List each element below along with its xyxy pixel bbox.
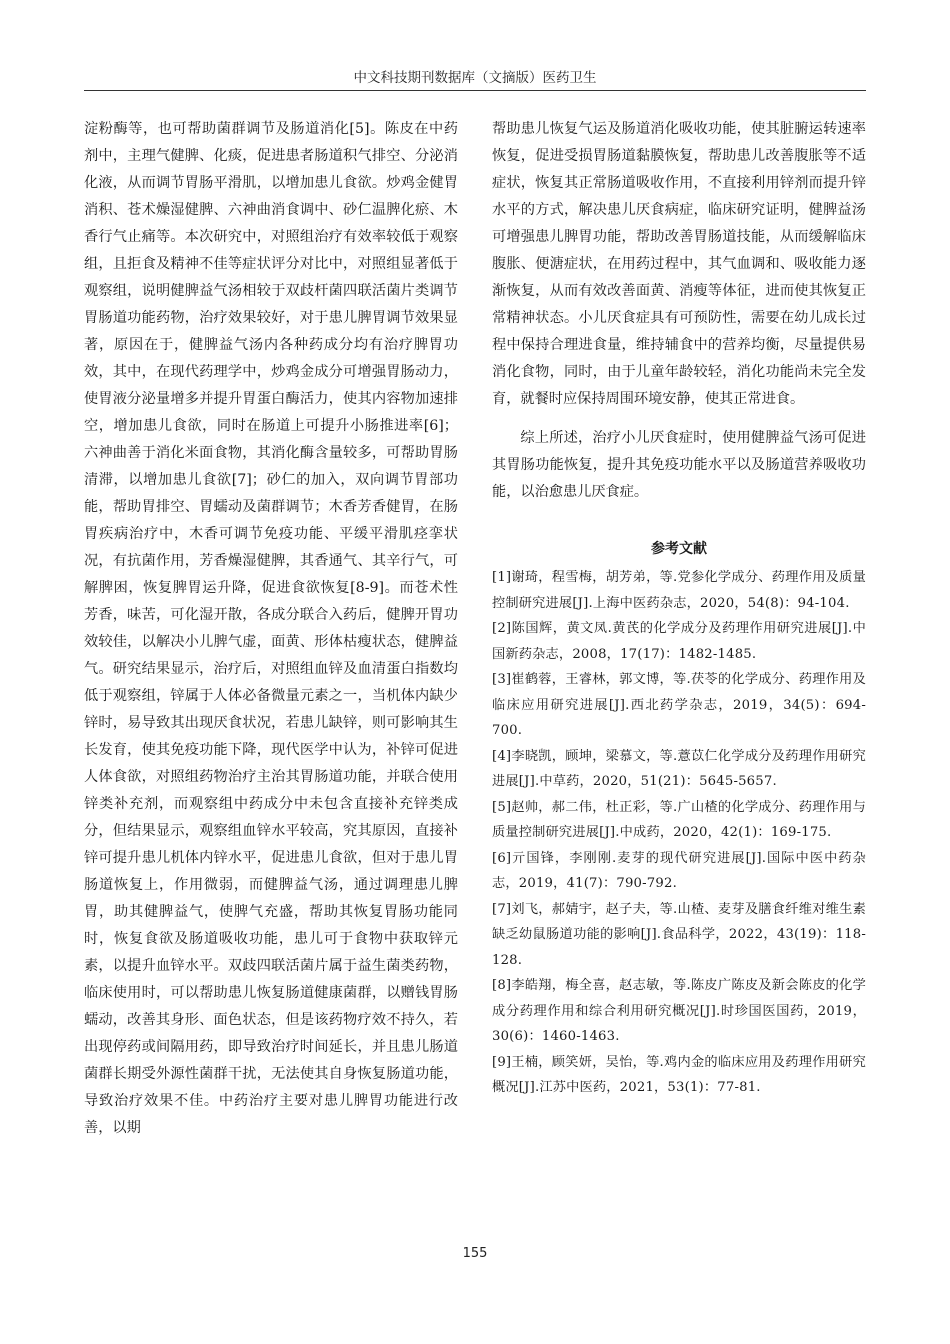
right-column	[492, 116, 866, 1101]
reference-item: [5]赵帅，郝二伟，杜正彩，等.广山楂的化学成分、药理作用与质量控制研究进展[J].中成药，2020，42(1)：169-175.	[492, 799, 866, 840]
reference-item: [4]李晓凯，顾坤，梁慕文，等.薏苡仁化学成分及药理作用研究进展[J].中草药，2020，51(21)：5645-5657.	[492, 748, 866, 789]
page-number: 155	[462, 1246, 488, 1261]
left-column	[84, 116, 458, 1142]
reference-item: [6]亓国锋，李刚刚.麦芽的现代研究进展[J].国际中医中药杂志，2019，41(7)：790-792.	[492, 850, 866, 891]
references-heading: 参考文献	[651, 541, 707, 557]
body-paragraph: 淀粉酶等，也可帮助菌群调节及肠道消化[5]。陈皮在中药剂中，主理气健脾、化痰，促进患者肠道积气排空、分泌消化液，从而调节胃肠平滑肌，以增加患儿食欲。炒鸡金健胃消积、苍术燥湿健脾、六神曲消食调中、砂仁温脾化瘀、木香行气止痛等。本次研究中，对照组治疗有效率较低于观察组，且拒食及精神不佳等症状评分对比中，对照组显著低于观察组，说明健脾益气汤相较于双歧杆菌四联活菌片类调节胃肠道功能药物，治疗效果较好，对于患儿脾胃调节效果显著，原因在于，健脾益气汤内各种药成分均有治疗脾胃功效，其中，在现代药理学中，炒鸡金成分可增强胃肠动力，使胃液分泌量增多并提升胃蛋白酶活力，使其内容物加速排空，增加患儿食欲，同时在肠道上可提升小肠推进率[6]；六神曲善于消化米面食物，其消化酶含量较多，可帮助胃肠清滞，以增加患儿食欲[7]；砂仁的加入，双向调节胃部功能，帮助胃排空、胃蠕动及菌群调节；木香芳香健胃，在肠胃疾病治疗中，木香可调节免疫功能、平缓平滑肌痉挛状况，有抗菌作用，芳香燥湿健脾，其香通气、其辛行气，可解脾困，恢复脾胃运升降，促进食欲恢复[8-9]。而苍术性芳香，味苦，可化湿开散，各成分联合入药后，健脾开胃功效较佳，以解决小儿脾气虚，面黄、形体枯瘦状态，健脾益气。研究结果显示，治疗后，对照组血锌及血清蛋白指数均低于观察组，锌属于人体必备微量元素之一，当机体内缺少锌时，易导致其出现厌食状况，若患儿缺锌，则可影响其生长发育，使其免疫功能下降，现代医学中认为，补锌可促进人体食欲，对照组药物治疗主治其胃肠道功能，并联合使用锌类补充剂，而观察组中药成分中未包含直接补充锌类成分，但结果显示，观察组血锌水平较高，究其原因，直接补锌可提升患儿机体内锌水平，促进患儿食欲，但对于患儿胃肠道恢复上，作用微弱，而健脾益气汤，通过调理患儿脾胃，助其健脾益气，使脾气充盛，帮助其恢复胃肠功能同时，恢复食欲及肠道吸收功能，患儿可于食物中获取锌元素，以提升血锌水平。双歧四联活菌片属于益生菌类药物，临床使用时，可以帮助患儿恢复肠道健康菌群，以赠钱胃肠蠕动，改善其身形、面色状态，但是该药物疗效不持久，若出现停药或间隔用药，即导致治疗时间延长，并且患儿肠道菌群长期受外源性菌群干扰，无法使其自身恢复肠道功能，导致治疗效果不佳。中药治疗主要对患儿脾胃功能进行改善，以期	[84, 121, 458, 1136]
reference-item: [7]刘飞，郝婧宇，赵子夫，等.山楂、麦芽及膳食纤维对维生素缺乏幼鼠肠道功能的影响[J].食品科学，2022，43(19)：118-128.	[492, 901, 866, 968]
conclusion-paragraph: 综上所述，治疗小儿厌食症时，使用健脾益气汤可促进其胃肠功能恢复，提升其免疫功能水平以及肠道营养吸收功能，以治愈患儿厌食症。	[492, 430, 866, 500]
journal-header: 中文科技期刊数据库（文摘版）医药卫生	[84, 66, 866, 91]
body-paragraph: 帮助患儿恢复气运及肠道消化吸收功能，使其脏腑运转速率恢复，促进受损胃肠道黏膜恢复，帮助患儿改善腹胀等不适症状，恢复其正常肠道吸收作用，不直接利用锌剂而提升锌水平的方式，解决患儿厌食病症，临床研究证明，健脾益汤可增强患儿脾胃功能，帮助改善胃肠道技能，从而缓解临床腹胀、便溏症状，在用药过程中，其气血调和、吸收能力逐渐恢复，从而有效改善面黄、消瘦等体征，进而使其恢复正常精神状态。小儿厌食症具有可预防性，需要在幼儿成长过程中保持合理进食量，维持辅食中的营养均衡，尽量提供易消化食物，同时，由于儿童年龄较轻，消化功能尚未完全发育，就餐时应保持周围环境安静，使其正常进食。	[492, 121, 866, 407]
reference-item: [3]崔鹤蓉，王睿林，郭文博，等.茯苓的化学成分、药理作用及临床应用研究进展[J].西北药学杂志，2019，34(5)：694-700.	[492, 672, 866, 738]
reference-item: [1]谢琦，程雪梅，胡芳弟，等.党参化学成分、药理作用及质量控制研究进展[J].上海中医药杂志，2020，54(8)：94-104.	[492, 570, 866, 611]
reference-list	[492, 565, 866, 1101]
reference-item: [9]王楠，顾笑妍，吴怡，等.鸡内金的临床应用及药理作用研究概况[J].江苏中医药，2021，53(1)：77-81.	[492, 1054, 866, 1095]
reference-item: [2]陈国辉，黄文凤.黄芪的化学成分及药理作用研究进展[J].中国新药杂志，2008，17(17)：1482-1485.	[492, 621, 866, 662]
reference-item: [8]李皓翔，梅全喜，赵志敏，等.陈皮广陈皮及新会陈皮的化学成分药理作用和综合利用研究概况[J].时珍国医国药，2019，30(6)：1460-1463.	[492, 978, 866, 1044]
